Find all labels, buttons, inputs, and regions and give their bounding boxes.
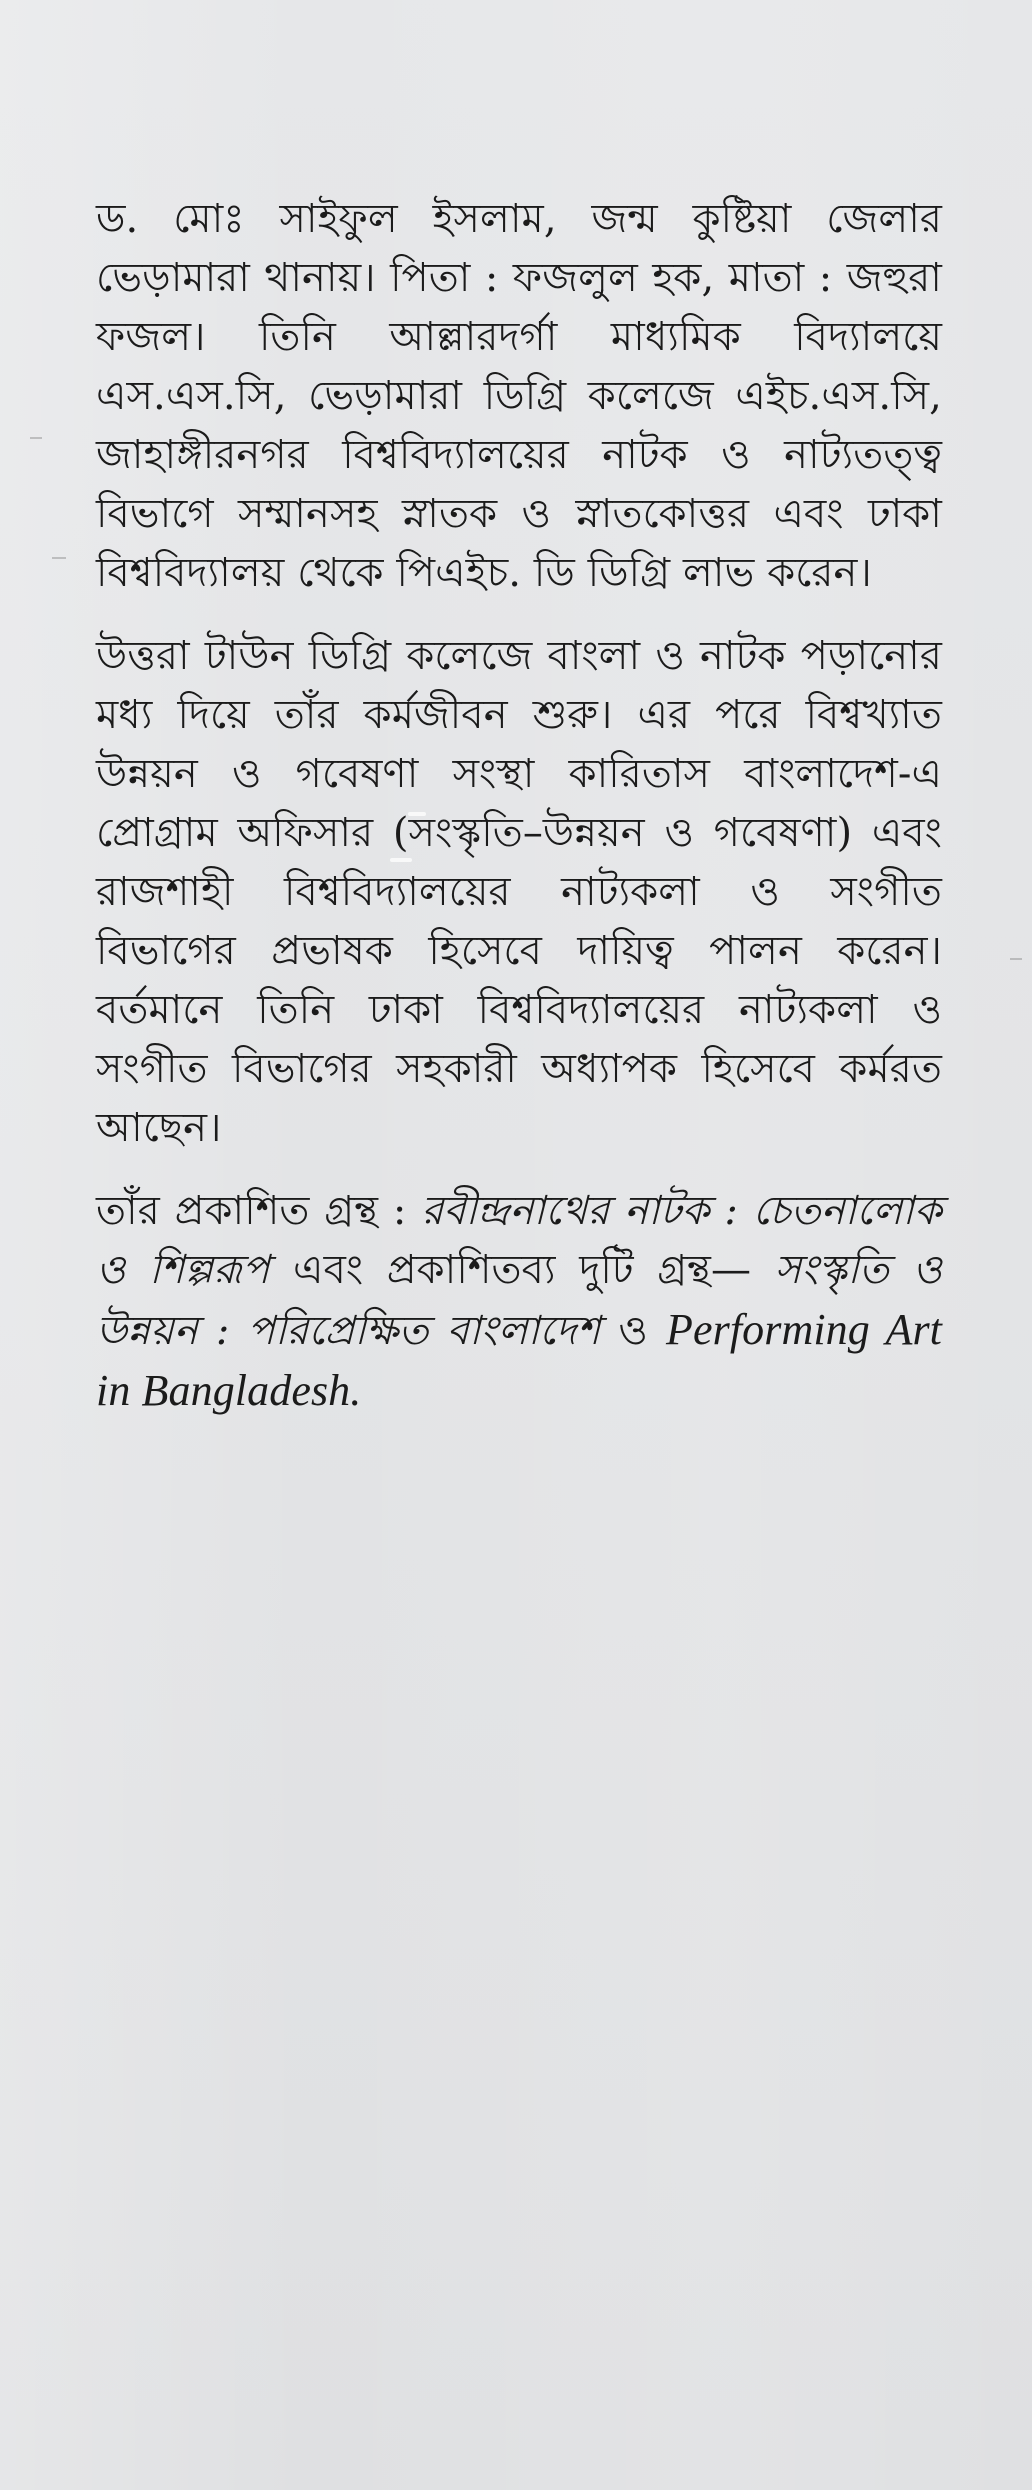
book-title-3: Performing Art in Bangladesh. (96, 1305, 942, 1415)
scan-mark-right-1 (1010, 958, 1022, 960)
publications-intro: তাঁর প্রকাশিত গ্রন্থ : (96, 1188, 422, 1234)
bio-paragraph-origin: ড. মোঃ সাইফুল ইসলাম, জন্ম কুষ্টিয়া জেলার ভেড়ামারা থানায়। পিতা : ফজলুল হক, মাতা : জহুরা ফজল। তিনি আল্লারদর্গা মাধ্যমিক বিদ্যালয়ে এস.এস.সি, ভেড়ামারা ডিগ্রি কলেজে এইচ.এস.সি, জাহাঙ্গীরনগর বিশ্ববিদ্যালয়ের নাটক ও নাট্যতত্ত্ব বিভাগে সম্মানসহ স্নাতক ও স্নাতকোত্তর এবং ঢাকা বিশ্ববিদ্যালয় থেকে পিএইচ. ডি ডিগ্রি লাভ করেন। (96, 196, 942, 596)
author-bio (96, 190, 942, 1444)
publications-middle: এবং প্রকাশিতব্য দুটি গ্রন্থ— (269, 1247, 775, 1293)
bio-paragraph-publications (96, 1182, 942, 1422)
bio-paragraph-career: উত্তরা টাউন ডিগ্রি কলেজে বাংলা ও নাটক পড়ানোর মধ্য দিয়ে তাঁর কর্মজীবন শুরু। এর পরে বিশ্বখ্যাত উন্নয়ন ও গবেষণা সংস্থা কারিতাস বাংলাদেশ-এ প্রোগ্রাম অফিসার (সংস্কৃতি–উন্নয়ন ও গবেষণা) এবং রাজশাহী বিশ্ববিদ্যালয়ের নাট্যকলা ও সংগীত বিভাগের প্রভাষক হিসেবে দায়িত্ব পালন করেন। বর্তমানে তিনি ঢাকা বিশ্ববিদ্যালয়ের নাট্যকলা ও সংগীত বিভাগের সহকারী অধ্যাপক হিসেবে কর্মরত আছেন। (96, 633, 942, 1151)
scan-mark-left-1 (30, 437, 42, 439)
scan-mark-left-2 (52, 557, 66, 559)
book-title-2: সংস্কৃতি ও উন্নয়ন : পরিপ্রেক্ষিত বাংলাদেশ (96, 1247, 942, 1354)
publications-conjunction: ও (600, 1308, 666, 1354)
book-title-1: রবীন্দ্রনাথের নাটক : চেতনালোক ও শিল্পরূপ (96, 1188, 942, 1293)
